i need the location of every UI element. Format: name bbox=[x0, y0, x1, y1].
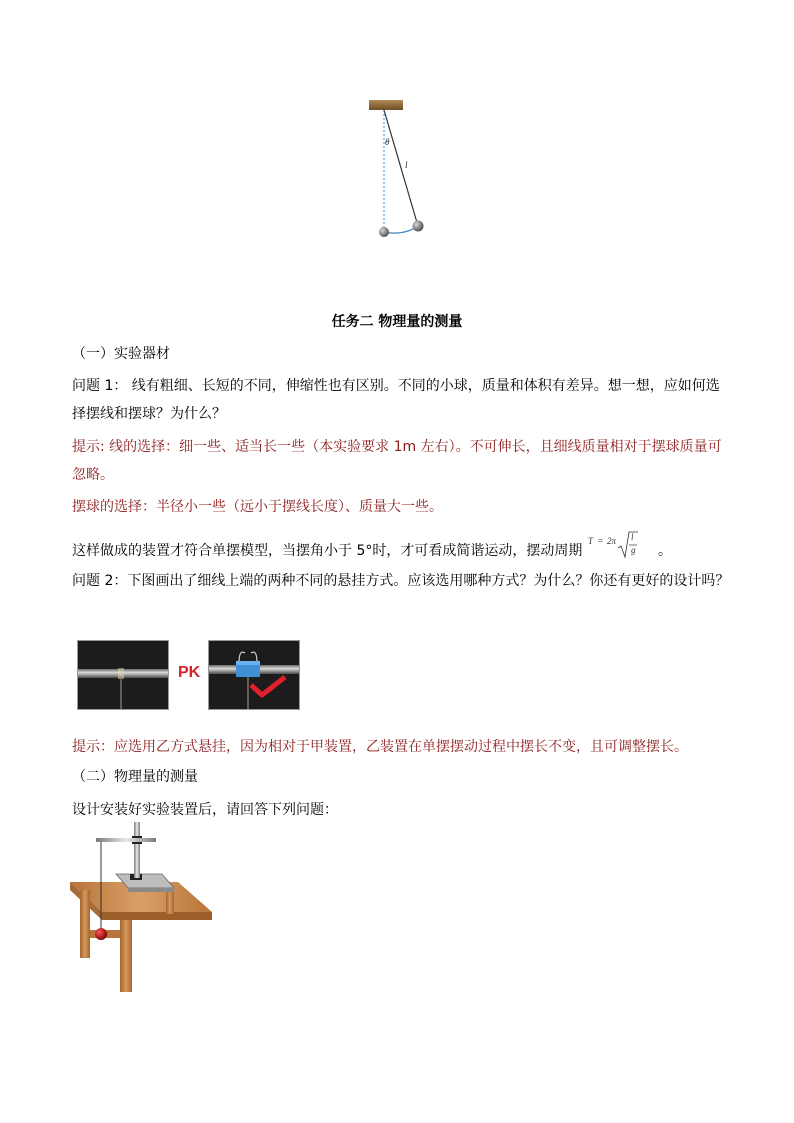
hint1-line2: 忽略。 bbox=[72, 467, 114, 483]
formula-denominator: g bbox=[631, 545, 636, 555]
model-text-end: 。 bbox=[658, 543, 672, 559]
question1-line1: 问题 1： 线有粗细、长短的不同，伸缩性也有区别。不同的小球，质量和体积有差异。想一想，应如何选 bbox=[72, 378, 720, 394]
rod-wound-thread-image bbox=[78, 641, 168, 709]
formula-lhs: T bbox=[588, 536, 594, 546]
task-title: 任务二 物理量的测量 bbox=[331, 314, 463, 330]
pk-label: PK bbox=[178, 664, 201, 681]
hanging-method-a-photo bbox=[77, 640, 169, 710]
support-beam bbox=[369, 100, 403, 110]
period-formula bbox=[588, 530, 654, 560]
section1-heading: （一）实验器材 bbox=[72, 346, 170, 362]
stand-pole bbox=[134, 822, 140, 878]
model-text bbox=[72, 541, 582, 561]
table-leg-back-right bbox=[166, 890, 174, 914]
pendulum-diagram bbox=[355, 95, 435, 245]
pendulum-bob bbox=[95, 928, 107, 940]
question2: 问题 2：下图画出了细线上端的两种不同的悬挂方式。应该选用哪种方式？为什么？你还有更好的设计吗？ bbox=[72, 573, 730, 589]
design-text: 设计安装好实验装置后，请回答下列问题： bbox=[72, 802, 338, 818]
hint3: 提示：应选用乙方式悬挂，因为相对于甲装置，乙装置在单摆摆动过程中摆长不变，且可调整摆长。 bbox=[72, 739, 688, 755]
theta-label: θ bbox=[385, 137, 390, 147]
hanging-method-b-photo bbox=[208, 640, 300, 710]
hint1-line1: 提示: 线的选择：细一些、适当长一些（本实验要求 1m 左右）。不可伸长，且细线质量相对于摆球质量可 bbox=[72, 439, 722, 455]
table-leg-front-left bbox=[80, 890, 90, 958]
pendulum-apparatus-illustration bbox=[70, 822, 215, 994]
pendulum-ball-rest bbox=[379, 227, 389, 237]
question1-line2: 择摆线和摆球？为什么？ bbox=[72, 406, 226, 422]
formula-coef: 2π bbox=[607, 536, 617, 546]
section2-heading: （二）物理量的测量 bbox=[72, 769, 198, 785]
pendulum-string bbox=[384, 110, 418, 226]
formula-numerator: l bbox=[631, 532, 634, 542]
pendulum-ball-displaced bbox=[413, 221, 424, 232]
rod-clip-image bbox=[209, 641, 299, 709]
formula-eq: = bbox=[598, 536, 604, 546]
stand-arm bbox=[96, 838, 156, 842]
hint2: 摆球的选择：半径小一些（远小于摆线长度）、质量大一些。 bbox=[72, 499, 443, 515]
table-leg-front bbox=[120, 920, 132, 992]
length-label: l bbox=[405, 160, 408, 170]
model-text-body: 这样做成的装置才符合单摆模型，当摆角小于 5°时，才可看成简谐运动，摆动周期 bbox=[72, 543, 583, 559]
